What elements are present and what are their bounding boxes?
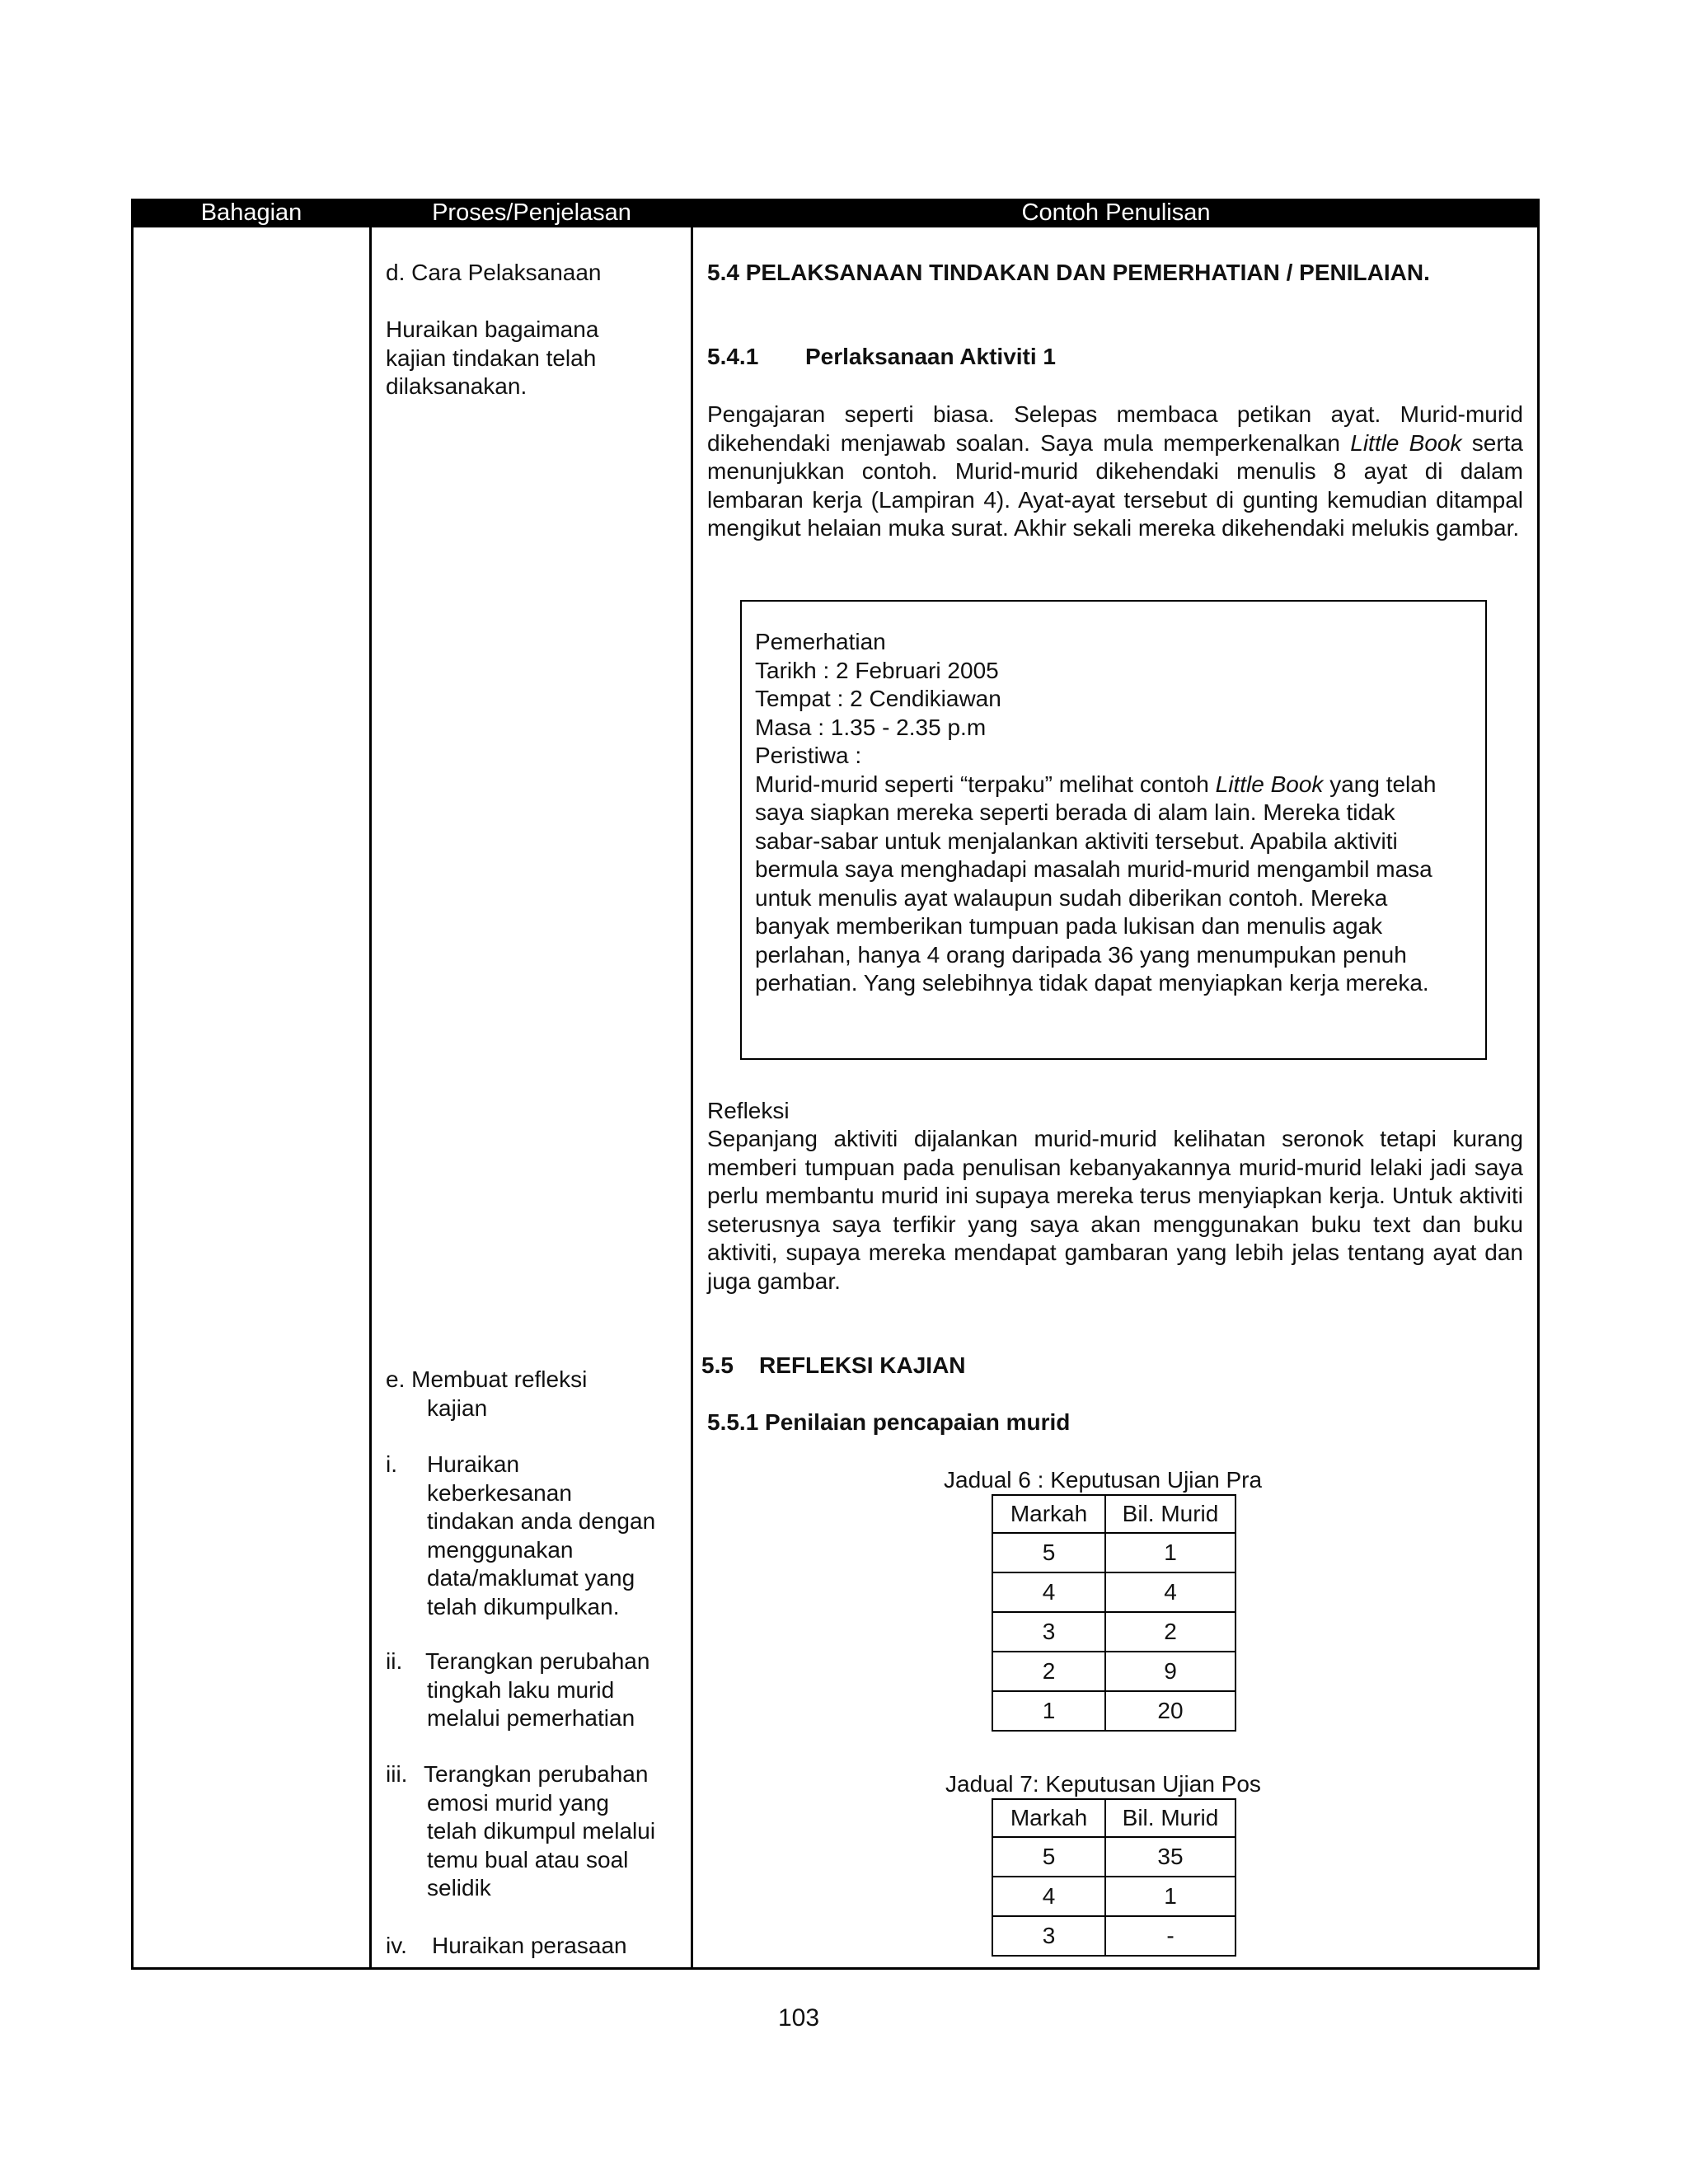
header-col-proses: Proses/Penjelasan	[371, 199, 692, 227]
table-row	[992, 1612, 1236, 1652]
table-divider-2	[691, 227, 693, 1146]
table-cell: 4	[1105, 1572, 1236, 1612]
table-cell: 1	[1105, 1533, 1236, 1572]
step-e-line: kajian	[427, 1394, 488, 1421]
table-header-cell: Bil. Murid	[1105, 1495, 1236, 1533]
step-e-line: e. Membuat refleksi	[386, 1366, 588, 1392]
observation-time: Masa : 1.35 - 2.35 p.m	[755, 714, 987, 740]
table-cell: 5	[992, 1533, 1105, 1572]
table7	[992, 1798, 1236, 1957]
item-line: telah dikumpul melalui	[427, 1818, 656, 1844]
reflection-title: Refleksi	[707, 1098, 790, 1123]
item-iii	[386, 1760, 655, 1903]
item-line: keberkesanan	[427, 1479, 572, 1506]
observation-date: Tarikh : 2 Februari 2005	[755, 657, 999, 683]
table-cell: 5	[992, 1837, 1105, 1877]
table-cell: 2	[1105, 1612, 1236, 1652]
item-number: i.	[386, 1451, 397, 1477]
table-cell: 1	[1105, 1877, 1236, 1916]
table-header-cell: Markah	[992, 1799, 1105, 1837]
table6	[992, 1494, 1236, 1732]
item-number: iii.	[386, 1761, 408, 1787]
table-row	[992, 1837, 1236, 1877]
reflection-paragraph: Sepanjang aktiviti dijalankan murid-murid kelihatan seronok tetapi kurang memberi tumpuan pada penulisan kebanyakannya murid-murid lelaki jadi saya perlu membantu murid ini supaya mereka terus menyiapkan kerja. Untuk aktiviti seterusnya saya terfikir yang saya akan menggunakan buku text dan buku aktiviti, supaya mereka mendapat gambaran yang lebih jelas tentang ayat dan juga gambar.	[707, 1126, 1523, 1294]
item-line: Terangkan perubahan	[425, 1648, 650, 1674]
table-cell: 3	[992, 1612, 1105, 1652]
section-5-4-1-number: 5.4.1	[707, 344, 759, 369]
table-row	[992, 1652, 1236, 1691]
item-line: tingkah laku murid	[427, 1676, 615, 1703]
observation-content	[755, 628, 1464, 998]
table-cell: -	[1105, 1916, 1236, 1956]
table-border-right-lower	[1537, 1144, 1540, 1970]
table-row	[992, 1691, 1236, 1731]
item-ii	[386, 1647, 649, 1733]
item-number: ii.	[386, 1648, 403, 1674]
observation-place: Tempat : 2 Cendikiawan	[755, 686, 1001, 711]
step-d-title: d. Cara Pelaksanaan	[386, 260, 602, 285]
item-line: Huraikan	[427, 1451, 520, 1477]
observation-event-label: Peristiwa :	[755, 743, 862, 768]
table-row	[992, 1572, 1236, 1612]
desc-line: dilaksanakan.	[386, 373, 528, 399]
table-header-row	[992, 1495, 1236, 1533]
table-row	[992, 1533, 1236, 1572]
table-divider-2-lower	[691, 1144, 693, 1970]
header-col-contoh: Contoh Penulisan	[692, 199, 1540, 227]
item-line: data/maklumat yang	[427, 1565, 635, 1591]
item-line: selidik	[427, 1875, 491, 1900]
table-border-right	[1537, 199, 1540, 1146]
table-border-left	[131, 199, 134, 1146]
item-i	[386, 1451, 655, 1621]
table-cell: 35	[1105, 1837, 1236, 1877]
section-5-4-1-title: Perlaksanaan Aktiviti 1	[805, 344, 1057, 369]
table-row	[992, 1916, 1236, 1956]
item-line: melalui pemerhatian	[427, 1705, 635, 1731]
desc-line: Huraikan bagaimana	[386, 316, 599, 342]
item-number: iv.	[386, 1933, 407, 1958]
desc-line: kajian tindakan telah	[386, 344, 597, 371]
observation-title: Pemerhatian	[755, 629, 886, 654]
little-book-term: Little Book	[1215, 771, 1324, 797]
little-book-term: Little Book	[1350, 429, 1462, 456]
table-row	[992, 1877, 1236, 1916]
item-line: Huraikan perasaan	[432, 1933, 627, 1958]
step-e-title	[386, 1366, 587, 1422]
item-iv	[386, 1932, 627, 1961]
table-header-cell: Bil. Murid	[1105, 1799, 1236, 1837]
item-line: temu bual atau soal	[427, 1846, 629, 1872]
table-cell: 3	[992, 1916, 1105, 1956]
table-divider-1	[369, 227, 372, 1146]
table-header-cell: Markah	[992, 1495, 1105, 1533]
item-line: emosi murid yang	[427, 1789, 609, 1816]
table-cell: 4	[992, 1572, 1105, 1612]
table-header-row	[992, 1799, 1236, 1837]
item-line: tindakan anda dengan	[427, 1508, 656, 1534]
table6-caption: Jadual 6 : Keputusan Ujian Pra	[944, 1467, 1263, 1493]
activity-paragraph: Pengajaran seperti biasa. Selepas membaca petikan ayat. Murid-murid dikehendaki menjawab soalan. Saya mula memperkenalkan Little Book serta menunjukkan contoh. Murid-murid dikehendaki menulis 8 ayat di dalam lembaran kerja (Lampiran 4). Ayat-ayat tersebut di gunting kemudian ditampal mengikut helaian muka surat. Akhir sekali mereka dikehendaki melukis gambar.	[707, 401, 1523, 541]
table-divider-1-lower	[369, 1144, 372, 1970]
header-col-bahagian: Bahagian	[132, 199, 371, 227]
section-5-5-title: 5.5 REFLEKSI KAJIAN	[701, 1352, 966, 1378]
table-cell: 2	[992, 1652, 1105, 1691]
step-d-description	[386, 316, 598, 401]
table-border-bottom	[131, 1967, 1540, 1970]
table7-caption: Jadual 7: Keputusan Ujian Pos	[945, 1771, 1261, 1797]
page-number: 103	[778, 2004, 820, 2032]
item-line: Terangkan perubahan	[424, 1761, 649, 1787]
item-line: telah dikumpulkan.	[427, 1593, 620, 1619]
table-cell: 20	[1105, 1691, 1236, 1731]
section-5-4-title: 5.4 PELAKSANAAN TINDAKAN DAN PEMERHATIAN / PENILAIAN.	[707, 260, 1430, 285]
item-line: menggunakan	[427, 1536, 574, 1563]
observation-text: Murid-murid seperti “terpaku” melihat contoh Little Book yang telah saya siapkan mereka seperti berada di alam lain. Mereka tidak sabar-sabar untuk menjalankan aktiviti tersebut. Apabila aktiviti bermula saya menghadapi masalah murid-murid mengambil masa untuk menulis ayat walaupun sudah diberikan contoh. Mereka banyak memberikan tumpuan pada lukisan dan menulis agak perlahan, hanya 4 orang daripada 36 yang menumpukan penuh perhatian. Yang selebihnya tidak dapat menyiapkan kerja mereka.	[755, 771, 1437, 996]
table-cell: 4	[992, 1877, 1105, 1916]
section-5-5-1-title: 5.5.1 Penilaian pencapaian murid	[707, 1409, 1071, 1435]
table-border-left-lower	[131, 1144, 134, 1970]
table-cell: 1	[992, 1691, 1105, 1731]
table-cell: 9	[1105, 1652, 1236, 1691]
